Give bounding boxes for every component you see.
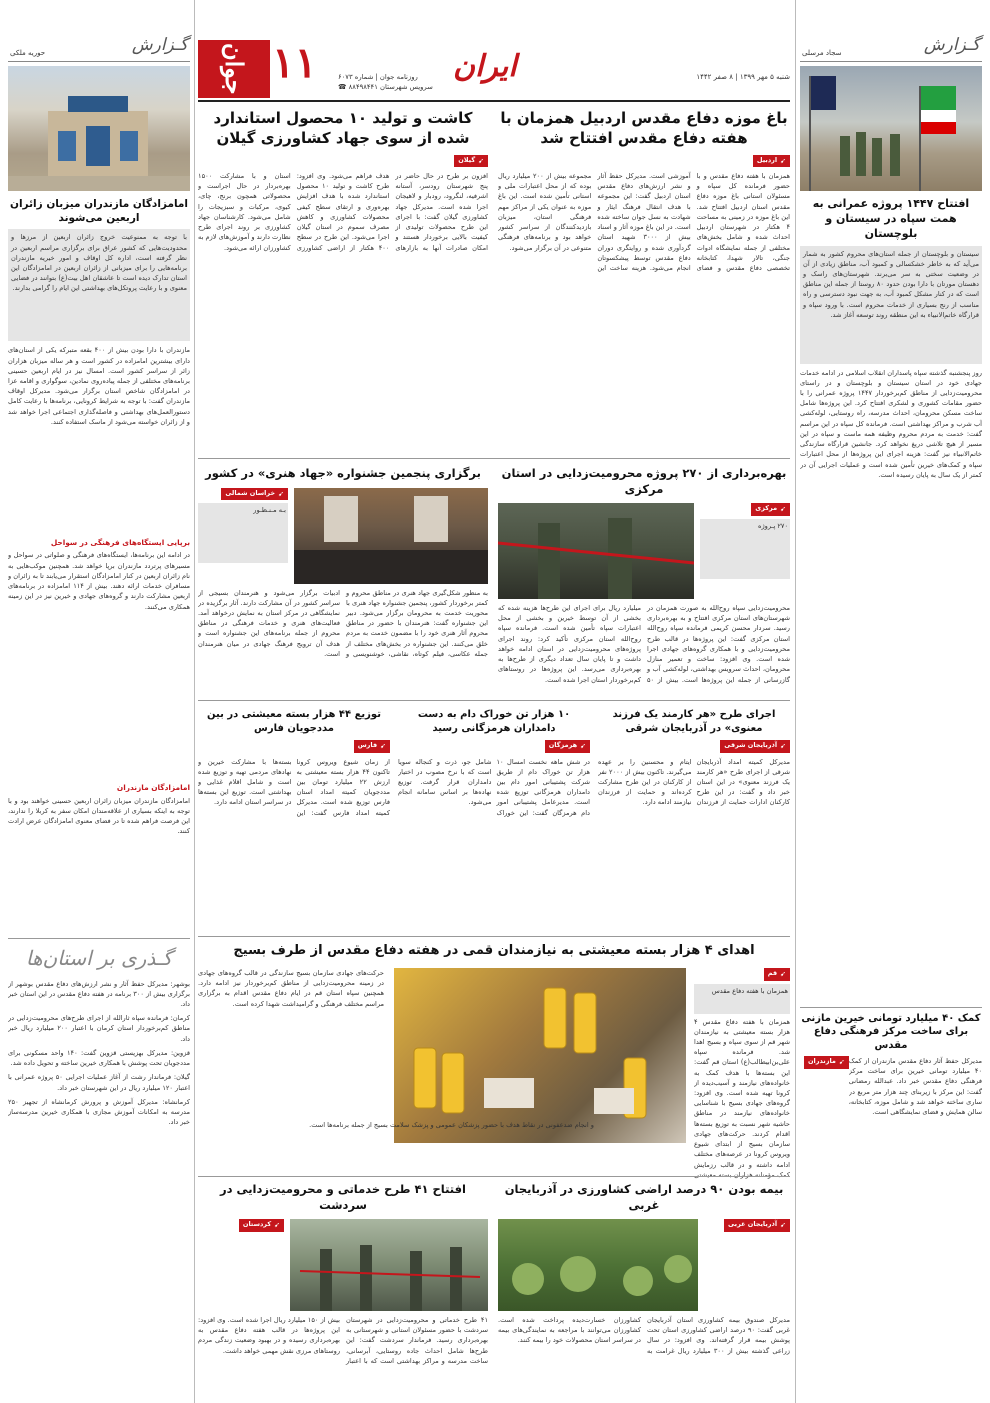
ardabil-body: همزمان با هفته دفاع مقدس و با حضور فرمانده کل سپاه و مسئولان استانی باغ موزه دفاع مقدس استان اردبیل افتتاح شد. این باغ موزه در زمینی به مساحت ۴ هکتار در شهرستان اردبیل احداث شده و شامل بخش‌های مختلفی از جمله نمایشگاه ادوات جنگی، تالار شهدا، کتابخانه تخصصی دفاع مقدس و فضای آموزشی است. مدیرکل حفظ آثار و نشر ارزش‌های دفاع مقدس استان اردبیل گفت: این مجموعه با هدف انتقال فرهنگ ایثار و شهادت به نسل جوان ساخته شده است. در این باغ موزه آثار و اسناد بیش از ۳۰۰۰ شهید استان گردآوری شده و روایتگری دوران دفاع مقدس توسط پیشکسوتان انجام می‌شود. هزینه ساخت این مجموعه بیش از ۲۰۰ میلیارد ریال بوده که از محل اعتبارات ملی و استانی تأمین شده است. این باغ موزه به عنوان یکی از مراکز مهم فرهنگی استان، میزبان بازدیدکنندگان از سراسر کشور خواهد بود و برنامه‌های فرهنگی متنوعی در آن برگزار می‌شود. xyxy=(498,172,790,272)
shrine-illustration xyxy=(8,66,190,191)
qom-story xyxy=(198,942,790,1179)
small-story-fars xyxy=(198,708,390,925)
flags-illustration xyxy=(800,66,982,191)
right-report-header xyxy=(800,34,982,62)
sardasht-headline: افتتاح ۴۱ طرح خدماتی و محرومیت‌زدایی در سردشت xyxy=(220,1182,466,1212)
arrow-icon: ➹ xyxy=(580,742,586,750)
meeting-photo xyxy=(294,488,488,584)
right-small-body: مدیرکل حفظ آثار دفاع مقدس مازندران از کمک ۴۰ میلیارد تومانی خیرین برای ساخت مرکز فرهنگی دفاع مقدس خبر داد. عبدالله رمضانی گفت: این مرکز با زیربنای چند هزار متر مربع در ساری ساخته خواهد شد و شامل موزه، کتابخانه، سالن همایش و فضای نمایشگاهی است. xyxy=(848,1057,982,1117)
ribbon-illustration xyxy=(498,503,694,599)
arrow-icon: ➹ xyxy=(380,742,386,750)
left-body-4: امامزادگان مازندران میزبان زائران اربعین حسینی خواهند بود و با توجه به اینکه بسیاری از علاقه‌مندان امکان سفر به کربلا را ندارند، این فرصت فراهم شده تا در فضای معنوی امامزادگان عرض ارادت کنند. xyxy=(8,796,190,836)
markazi-tag: ➹ مرکزی xyxy=(751,503,790,516)
report-section-title: گـزارش xyxy=(923,34,980,55)
arrow-icon: ➹ xyxy=(780,742,786,750)
azarbaijan-gharbi-body: مدیرکل صندوق بیمه کشاورزی استان آذربایجان غربی گفت: ۹۰ درصد اراضی کشاورزی استان تحت پوشش بیمه قرار گرفته‌اند. وی افزود: در سال زراعی گذشته بیش از ۳۰۰ میلیارد ریال غرامت به کشاورزان خسارت‌دیده پرداخت شده است. کشاورزان می‌توانند با مراجعه به نمایندگی‌های بیمه در سراسر استان محصولات خود را بیمه کنند. xyxy=(498,1316,790,1355)
ardabil-tag: ➹ اردبیل xyxy=(753,155,790,168)
qom-body-2: حرکت‌های جهادی سازمان بسیج سازندگی در قالب گروه‌های جهادی در زمینه محرومیت‌زدایی از مناطق کم‌برخوردار نیز ادامه دارد. همچنین سپاه استان قم در ایام دفاع مقدس اقدام به برگزاری مراسم مختلف فرهنگی و گرامیداشت شهدا کرده است. xyxy=(198,969,384,1008)
small-body-azarbaijan: مدیرکل کمیته امداد آذربایجان شرقی از اجرای طرح «هر کارمند یک فرزند معنوی» در این استان خبر داد و گفت: در این طرح کارکنان ادارات حمایت از فرزندان ایتام و محسنین را بر عهده می‌گیرند. تاکنون بیش از ۲۰۰۰ نفر از کارکنان در این طرح مشارکت کرده‌اند و حمایت از فرزندان نیازمند ادامه دارد. xyxy=(598,757,790,807)
kordestan-tag: ➹ کردستان xyxy=(239,1219,284,1232)
arrow-icon: ➹ xyxy=(780,970,786,978)
meeting-illustration xyxy=(294,488,488,584)
fars-tag: ➹ فارس xyxy=(354,740,390,753)
masthead xyxy=(198,40,790,98)
markazi-story xyxy=(498,466,790,725)
gilan-tag: ➹ گیلان xyxy=(454,155,488,168)
small-body-hormozgan: در شش ماهه نخست امسال ۱۰ هزار تن خوراک دام از طریق شرکت پشتیبانی امور دام بین دامداران هرمزگانی توزیع شده است. مدیرعامل پشتیبانی امور دام هرمزگان گفت: این خوراک شامل جو، ذرت و کنجاله سویا است که با نرخ مصوب در اختیار دامداران قرار گرفت. توزیع نهاده‌ها بر اساس سامانه انجام می‌شود. xyxy=(398,757,590,817)
oil-bottles-illustration xyxy=(394,968,686,1143)
markazi-lead: ۲۷۰ پـروژه xyxy=(700,519,790,579)
ribbon-cutting-photo xyxy=(498,503,694,599)
gilan-body: افزون بر طرح در حال حاضر در پنج شهرستان رودسر، آستانه اشرفیه، لنگرود، رودبار و لاهیجان اجرا شده است. مدیرکل جهاد کشاورزی گیلان گفت: با اجرای این طرح محصولات تولیدی از کیفیت بالایی برخوردار هستند و امکان صادرات آنها به بازارهای هدف فراهم می‌شود. وی افزود: طرح کاشت و تولید ۱۰ محصول استاندارد شده با هدف افزایش بهره‌وری و ارتقای سطح کیفی محصولات کشاورزی و کاهش مصرف سموم در استان گیلان اجرا می‌شود. این طرح در سطح ۴۰۰ هکتار از اراضی کشاورزی استان و با مشارکت ۱۵۰۰ بهره‌بردار در حال اجراست و محصولاتی همچون برنج، چای، کیوی، مرکبات و سبزیجات را شامل می‌شود. کارشناسان جهاد کشاورزی بر روند اجرای طرح نظارت دارند و آموزش‌های لازم به کشاورزان ارائه می‌شود. xyxy=(198,172,488,252)
opening-ceremony-photo xyxy=(290,1219,488,1311)
sardasht-body: ۴۱ طرح خدماتی و محرومیت‌زدایی در شهرستان سردشت با حضور مسئولان استانی و شهرستانی به بهره‌برداری رسید. فرماندار سردشت گفت: این طرح‌ها شامل احداث جاده روستایی، آبرسانی، ساخت مدرسه و مراکز بهداشتی است که با اعتبار بیش از ۱۵۰ میلیارد ریال اجرا شده است. وی افزود: این پروژه‌ها در قالب هفته دفاع مقدس به بهره‌برداری رسیده و در بهبود وضعیت زندگی مردم روستاهای مرزی نقش مهمی خواهد داشت. xyxy=(198,1316,488,1365)
left-column xyxy=(8,0,190,1403)
service-phone: سرویس شهرستان ۸۸۴۹۸۴۴۱ ☎ xyxy=(338,83,433,91)
small-story-azarbaijan xyxy=(598,708,790,925)
left-body-3: در ادامه این برنامه‌ها، ایستگاه‌های فرهنگی و صلواتی در سواحل و مسیرهای پرتردد مازندران برپا خواهد شد. همچنین موکب‌هایی به نام زائران اربعین در کنار امامزادگان استقرار می‌یابند تا به زائران و مسافران خدمات ارائه دهند. بیش از ۱۱۴ امامزاده در برنامه‌های اربعین مشارکت دارند و گروه‌های جهادی و خیرین نیز در این زمینه همکاری می‌کنند. xyxy=(8,551,190,611)
qom-caption: و انجام ضدعفونی در نقاط هدف با حضور پزشکان عمومی و پزشک سلامت بسیج از جمله برنامه‌ها است. xyxy=(309,1121,594,1129)
brief-item: گیلان: فرماندار رشت از آغاز عملیات اجرایی ۵۰ پروژه عمرانی با اعتبار ۱۲۰ میلیارد ریال در این شهرستان خبر داد. xyxy=(8,1073,190,1092)
jahad-honari-body: به منظور شکل‌گیری جهاد هنری در مناطق محروم و کمتر برخوردار کشور، پنجمین جشنواره جهاد هنری با محوریت خدمت به محرومان برگزار می‌شود. دبیر این جشنواره گفت: هنرمندان با حضور در مناطق محروم آثار هنری خود را با مضمون خدمت به مردم خلق می‌کنند. این جشنواره در بخش‌های مختلف از جمله عکاسی، فیلم کوتاه، نقاشی، خوشنویسی و ادبیات برگزار می‌شود و هنرمندان بسیجی از سراسر کشور در آن مشارکت دارند. آثار برگزیده در نمایشگاهی در مرکز استان به نمایش درخواهد آمد. فعالیت‌های هنری و خدمات فرهنگی در مناطق محروم از جمله برنامه‌های این جشنواره است و هدف آن ترویج فرهنگ جهادی در میان هنرمندان است. xyxy=(198,588,488,658)
markazi-headline: بهره‌برداری از ۲۷۰ پروژه محرومیت‌زدایی در استان مرکزی xyxy=(501,466,787,496)
dateline: شنبه ۵ مهر ۱۳۹۹ | ۸ صفر ۱۴۴۲ xyxy=(696,73,790,81)
markazi-body: محرومیت‌زدایی سپاه روح‌الله به صورت همزمان در شهرستان‌های استان مرکزی افتتاح و به بهره‌برداری رسید. سردار محسن کریمی فرمانده سپاه روح‌الله استان مرکزی گفت: این پروژه‌ها در قالب طرح محرومیت‌زدایی و با همکاری گروه‌های جهادی اجرا شده است. وی افزود: ساخت و تعمیر منازل محرومان، احداث سرویس بهداشتی، لوله‌کشی آب و گازرسانی از جمله این پروژه‌ها است. بیش از ۵۰ میلیارد ریال برای اجرای این طرح‌ها هزینه شده که بخشی از آن توسط خیرین و بخشی از محل اعتبارات سپاه تأمین شده است. فرمانده سپاه روح‌الله استان مرکزی تأکید کرد: روند اجرای پروژه‌های محرومیت‌زدایی در استان ادامه خواهد داشت و تا پایان سال تعداد دیگری از طرح‌ها به بهره‌برداری می‌رسد. این پروژه‌ها در روستاهای کم‌برخوردار استان اجرا شده است. xyxy=(498,604,790,684)
provinces-brief-list xyxy=(8,979,190,1314)
hormozgan-tag: ➹ هرمزگان xyxy=(545,740,590,753)
ardabil-story xyxy=(498,108,790,443)
ceremony-illustration xyxy=(290,1219,488,1311)
left-report-header xyxy=(8,34,190,62)
food-packages-photo xyxy=(394,968,686,1143)
brief-item: کرمانشاه: مدیرکل آموزش و پرورش کرمانشاه از تجهیز ۲۵۰ مدرسه به امکانات آموزش مجازی با همکاری خیرین مدرسه‌ساز خبر داد. xyxy=(8,1097,190,1127)
arrow-icon: ➹ xyxy=(274,1221,280,1230)
azarbaijan-gharbi-tag: ➹ آذربایجان غربی xyxy=(724,1219,790,1232)
sardasht-story xyxy=(198,1182,488,1403)
shrine-photo xyxy=(8,66,190,191)
left-subhead-1: برپایی ایستگاه‌های فرهنگی در سواحل xyxy=(50,538,190,548)
small-headline-fars: توزیع ۴۴ هزار بسته معیشتی در بین مددجویان فارس xyxy=(207,709,381,734)
left-subhead-2: امامزادگان مازندران xyxy=(116,783,190,793)
left-body-main: مازندران با دارا بودن بیش از ۴۰۰ بقعه متبرکه یکی از استان‌های دارای بیشترین امامزاده در کشور است و هر ساله میزبان هزاران زائر از سراسر کشور است. امسال نیز در ایام اربعین حسینی برنامه‌های مختلفی از جمله پیاده‌روی نمادین، سوگواری و اقامه عزا در امامزادگان شاخص استان برگزار می‌شود. مدیرکل اوقاف مازندران گفت: با توجه به شرایط کرونایی، برنامه‌ها با رعایت کامل دستورالعمل‌های بهداشتی و فاصله‌گذاری اجتماعی اجرا خواهد شد و از زائران خواسته می‌شود از ماسک استفاده کنند. xyxy=(8,346,190,426)
greenhouse-photo xyxy=(498,1219,698,1311)
qom-body: همزمان با هفته دفاع مقدس ۴ هزار بسته معیشتی به نیازمندان شهر قم از سوی سپاه و بسیج اهدا شد. فرمانده سپاه علی‌بن‌ابیطالب(ع) استان قم گفت: این بسته‌ها با هدف کمک به خانواده‌های نیازمند و آسیب‌دیده از کرونا تهیه شده است. وی افزود: گروه‌های جهادی بسیج با شناسایی خانواده‌های نیازمند در مناطق حاشیه شهر نسبت به توزیع بسته‌ها اقدام کردند. حرکت‌های جهادی سازمان بسیج از ابتدای شیوع ویروس کرونا در عرصه‌های مختلف ادامه داشته و در قالب رزمایش کمک مؤمنانه هزاران بسته معیشتی xyxy=(694,1017,790,1179)
brief-item: قزوین: مدیرکل بهزیستی قزوین گفت: ۱۴۰ واحد مسکونی برای مددجویان تحت پوشش با همکاری خیرین ساخته و تحویل داده شد. xyxy=(8,1048,190,1068)
plants-illustration xyxy=(498,1219,698,1311)
azarbaijan-gharbi-headline: بیمه بودن ۹۰ درصد اراضی کشاورزی در آذربایجان غربی xyxy=(504,1182,784,1212)
qom-lead: همزمان با هفته دفاع مقدس xyxy=(694,984,790,1014)
jahad-honari-story xyxy=(198,466,488,710)
khorasan-tag: ➹ خراسان شمالی xyxy=(221,488,288,501)
arrow-icon: ➹ xyxy=(278,489,284,498)
ardabil-headline: باغ موزه دفاع مقدس اردبیل همزمان با هفته دفاع مقدس افتتاح شد xyxy=(500,109,788,148)
right-body-main: روز پنجشنبه گذشته سپاه پاسداران انقلاب اسلامی در ادامه خدمات جهادی خود در استان سیستان و بلوچستان و در راستای محرومیت‌زدایی از مناطق کم‌برخوردار ۱۴۴۷ پروژه عمرانی را با حضور مقامات کشوری و لشکری افتتاح کرد. این پروژه‌ها شامل ساخت مسکن محرومان، احداث مدرسه، راه روستایی، لوله‌کشی آب شرب و مراکز بهداشتی است. فرمانده کل سپاه در این مراسم گفت: خدمت به مردم محروم وظیفه همه ماست و سپاه در این مسیر از هیچ تلاشی دریغ نخواهد کرد. جانشین قرارگاه سازندگی خاتم‌الانبیاء نیز گفت: هزینه اجرای این پروژه‌ها از محل اعتبارات سپاه و کمک‌های خیرین تأمین شده است و عملیات اجرایی آن در کمتر از یک سال به پایان رسیده است. xyxy=(800,368,982,479)
provinces-brief-title: گـذری بر استان‌ها xyxy=(25,945,173,970)
arrow-icon: ➹ xyxy=(838,1058,845,1067)
right-divider xyxy=(795,0,796,1403)
report-author: حوریه ملکی xyxy=(10,48,46,57)
gilan-story xyxy=(198,108,488,443)
small-headline-azarbaijan: اجرای طرح «هر کارمند یک فرزند معنوی» در آذربایجان شرقی xyxy=(612,709,776,734)
left-body-lead: با توجه به ممنوعیت خروج زائران اربعین از مرزها و محدودیت‌هایی که کشور عراق برای برگزاری مراسم اربعین در نظر گرفته است، اداره کل اوقاف و امور خیریه مازندران برنامه‌هایی را برای میزبانی از زائران اربعین در امامزادگان این استان تدارک دیده است تا عاشقان اهل بیت(ع) بتوانند در فضایی معنوی و با رعایت پروتکل‌های بهداشتی این ایام را گرامی بدارند. xyxy=(8,229,190,341)
arrow-icon: ➹ xyxy=(780,505,786,514)
small-body-fars: از زمان شیوع ویروس کرونا تاکنون ۴۴ هزار بسته معیشتی به ارزش ۲۲ میلیارد تومان بین مددجویان کمیته امداد استان فارس توزیع شده است. مدیرکل کمیته امداد فارس گفت: این بسته‌ها با مشارکت خیرین و نهادهای مردمی تهیه و توزیع شده است و شامل اقلام غذایی و بهداشتی است. توزیع این بسته‌ها در سراسر استان ادامه دارد. xyxy=(198,757,390,817)
gilan-headline: کاشت و تولید ۱۰ محصول استاندارد شده از سوی جهاد کشاورزی گیلان xyxy=(213,109,473,148)
javan-logo: جوان xyxy=(198,40,270,98)
azarbaijan-sharghi-tag: ➹ آذربایجان شرقی xyxy=(720,740,790,753)
brief-item: کرمان: فرمانده سپاه ثارالله از اجرای طرح‌های محرومیت‌زدایی در مناطق کم‌برخوردار استان کرمان با اعتبار ۲۰۰ میلیارد ریال خبر داد. xyxy=(8,1014,190,1043)
small-headline-hormozgan: ۱۰ هزار تن خوراک دام به دست دامداران هرمزگانی رسید xyxy=(417,709,571,734)
report-author: سجاد مرسلی xyxy=(802,48,842,57)
qom-headline: اهدای ۴ هزار بسته معیشتی به نیازمندان قمی در هفته دفاع مقدس از طرف بسیج xyxy=(233,943,755,958)
right-column xyxy=(800,0,982,1403)
left-headline: امامزادگان مازندران میزبان زائران اربعین می‌شوند xyxy=(10,198,188,225)
report-section-title: گـزارش xyxy=(131,34,188,55)
province-section-name: ایران xyxy=(453,49,517,84)
right-headline: افتتاح ۱۴۴۷ پروژه عمرانی به همت سپاه در سیستان و بلوچستان xyxy=(812,197,970,240)
jahad-lead: بـه مـنـظـور xyxy=(198,503,288,563)
left-divider xyxy=(194,0,195,1403)
page-number: ۱۱ xyxy=(272,38,318,87)
soldiers-ceremony-photo xyxy=(800,66,982,191)
center-column xyxy=(198,0,790,1403)
right-body-lead: سیستان و بلوچستان از جمله استان‌های محروم کشور به شمار می‌آید که به خاطر خشکسالی و کمبود آب، مناطق زیادی از آن در وضعیت سختی به سر می‌برند. شهرستان‌های راسک و دهستان مورتان با دارا بودن حدود ۸۰ روستا از جمله این مناطق است که در کنار مشکل کمبود آب، به جهت نبود دسترسی و راه مناسب از رنج بسیاری از خدمات محروم است. با ورود سپاه و قرارگاه خاتم‌الانبیاء به این منطقه روند توسعه آغاز شد. xyxy=(800,246,982,364)
brief-item: بوشهر: مدیرکل حفظ آثار و نشر ارزش‌های دفاع مقدس بوشهر از برگزاری بیش از ۳۰۰ برنامه در هفته دفاع مقدس در این استان خبر داد. xyxy=(8,979,190,1008)
small-story-hormozgan xyxy=(398,708,590,925)
qom-tag: ➹ قم xyxy=(764,968,790,981)
jahad-honari-headline: برگزاری پنجمین جشنواره «جهاد هنری» در کشور xyxy=(205,466,481,480)
azarbaijan-gharbi-story xyxy=(498,1182,790,1403)
mazandaran-tag: ➹ مازندران xyxy=(804,1056,849,1069)
arrow-icon: ➹ xyxy=(780,156,786,165)
arrow-icon: ➹ xyxy=(478,156,484,165)
arrow-icon: ➹ xyxy=(780,1221,786,1230)
right-small-headline: کمک ۴۰ میلیارد تومانی خیرین مازنی برای ساخت مرکز فرهنگی دفاع مقدس xyxy=(801,1012,981,1051)
issue-number: روزنامه جوان | شماره ۶۰۷۳ xyxy=(338,73,418,81)
